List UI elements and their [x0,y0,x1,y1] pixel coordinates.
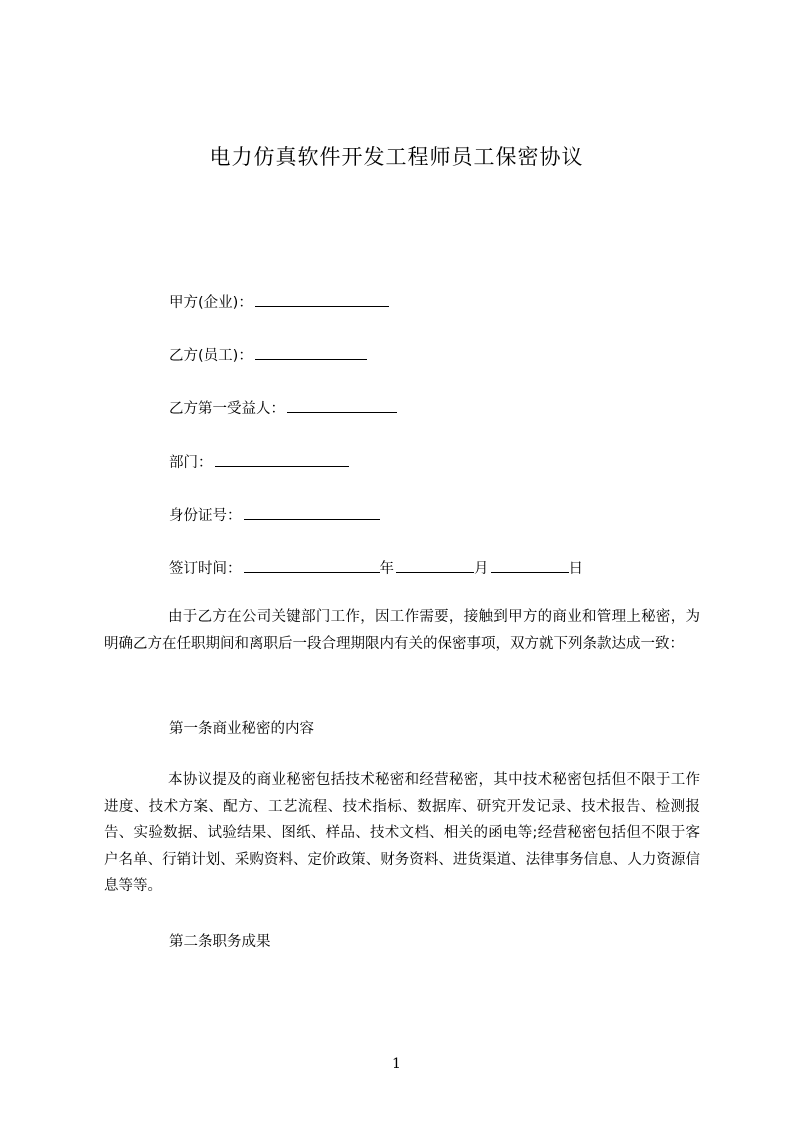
signing-month-blank [396,558,474,573]
article-1-body: 本协议提及的商业秘密包括技术秘密和经营秘密，其中技术秘密包括但不限于工作进度、技术方案、配方、工艺流程、技术指标、数据库、研究开发记录、技术报告、检测报告、实验数据、试验结果、图纸、样品、技术文档、相关的函电等;经营秘密包括但不限于客户名单、行销计划、采购资料、定价政策、财务资料、进货渠道、法律事务信息、人力资源信息等等。 [104,772,700,894]
id-number-blank [244,505,380,520]
party-a-field [169,292,389,313]
party-a-label: 甲方(企业)： [169,295,253,311]
document-title: 电力仿真软件开发工程师员工保密协议 [209,145,584,169]
department-blank [215,452,349,467]
id-number-field [169,505,380,526]
party-b-field [169,345,367,366]
article-2-heading: 第二条职务成果 [169,934,271,950]
month-label: 月 [474,561,489,577]
beneficiary-field [169,398,397,419]
page-number: 1 [392,1056,401,1072]
intro-paragraph: 由于乙方在公司关键部门工作，因工作需要，接触到甲方的商业和管理上秘密，为明确乙方在任职期间和离职后一段合理期限内有关的保密事项，双方就下列条款达成一致： [104,609,700,652]
signing-time-field [169,558,583,579]
beneficiary-label: 乙方第一受益人： [169,401,285,417]
signing-time-label: 签订时间： [169,561,242,577]
party-b-label: 乙方(员工)： [169,348,253,364]
party-b-blank [255,345,367,360]
year-label: 年 [379,561,394,577]
party-a-blank [255,292,389,307]
signing-year-blank [244,558,380,573]
signing-day-blank [491,558,569,573]
department-field [169,452,349,473]
department-label: 部门： [169,455,213,471]
day-label: 日 [568,561,583,577]
beneficiary-blank [287,398,397,413]
id-number-label: 身份证号： [169,508,242,524]
article-1-heading: 第一条商业秘密的内容 [169,721,314,737]
